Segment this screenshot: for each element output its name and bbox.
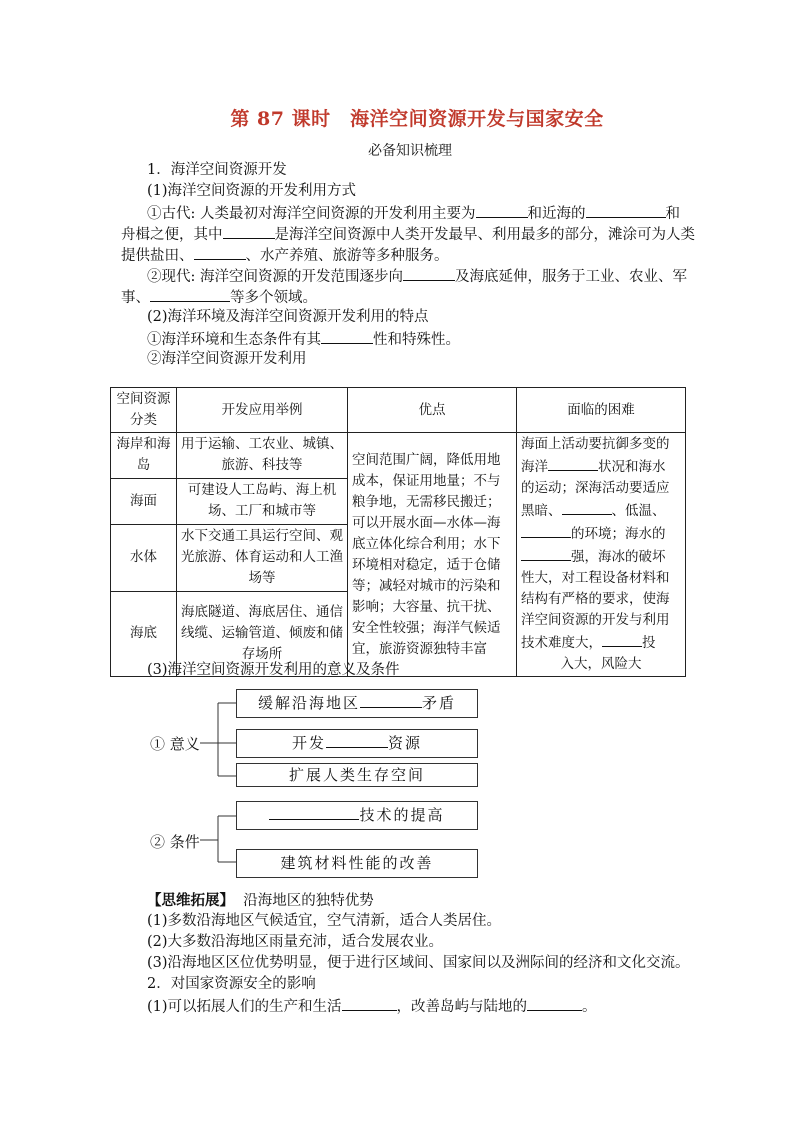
condition-bracket xyxy=(200,814,240,866)
meaning-box-2 xyxy=(236,729,478,758)
text-fragment: 舟楫之便，其中 xyxy=(121,227,223,243)
text-fragment: 提供盐田、 xyxy=(121,248,194,264)
header-difficulty: 面临的困难 xyxy=(517,388,686,433)
p2-heading: (2)海洋环境及海洋空间资源开发利用的特点 xyxy=(147,309,429,325)
text-fragment: 强，海冰的破坏 xyxy=(571,549,666,565)
text-fragment: 投 xyxy=(642,635,656,651)
text-fragment: 的环境；海水的 xyxy=(571,526,666,542)
text-fragment: 开发 xyxy=(291,734,326,752)
section2-item1 xyxy=(147,995,597,1018)
answer-blank[interactable] xyxy=(548,455,598,471)
answer-blank[interactable] xyxy=(586,202,666,218)
section1-heading: 1．海洋空间资源开发 xyxy=(147,162,287,178)
text-fragment: ②现代: 海洋空间资源的开发范围逐步向 xyxy=(147,269,403,285)
advantages-cell: 空间范围广阔，降低用地成本，保证用地量；不与粮争地，无需移民搬迁；可以开展水面—水体—海底立体化综合利用；水下环境相对稳定，适于仓储等；减轻对城市的污染和影响；大容量、抗干扰、安全性较强；海洋气候适宜，旅游资源独特丰富 xyxy=(348,433,517,677)
answer-blank[interactable] xyxy=(476,202,528,218)
text-fragment: 性大，对工程设备材料和 xyxy=(521,570,670,586)
p2-item1 xyxy=(147,328,460,351)
text-fragment: 状况和海水 xyxy=(598,459,666,475)
header-category: 空间资源分类 xyxy=(111,388,177,433)
section-subtitle: 必备知识梳理 xyxy=(368,143,452,159)
condition-label: ② 条件 xyxy=(150,833,200,851)
difficulty-line xyxy=(521,434,681,455)
text-fragment: 和 xyxy=(665,206,680,222)
text-fragment: ①古代: 人类最初对海洋空间资源的开发利用主要为 xyxy=(147,206,476,222)
text-fragment: 及海底延伸，服务于工业、农业、军 xyxy=(455,269,687,285)
row-example: 可建设人工岛屿、海上机场、工厂和城市等 xyxy=(177,478,348,524)
text-fragment: 洋空间资源的开发与利用 xyxy=(521,612,670,628)
p3-heading: (3)海洋空间资源开发利用的意义及条件 xyxy=(147,662,400,678)
meaning-bracket xyxy=(200,700,240,782)
space-resource-table xyxy=(110,387,686,677)
difficulty-line xyxy=(521,610,681,631)
meaning-box-1 xyxy=(236,689,478,718)
thinking-topic: 沿海地区的独特优势 xyxy=(243,893,374,909)
text-fragment: 。 xyxy=(582,999,597,1015)
condition-box-1 xyxy=(236,801,478,830)
text-fragment: 结构有严格的要求，使海 xyxy=(521,591,670,607)
text-fragment: 海面上活动要抗御多变的 xyxy=(521,436,670,452)
difficulty-line xyxy=(521,499,681,522)
text-fragment: 资源 xyxy=(388,734,423,752)
thinking-item: (1)多数沿海地区气候适宜，空气清新，适合人类居住。 xyxy=(147,913,502,929)
p1-ancient-line1 xyxy=(147,202,680,225)
text-fragment: 事、 xyxy=(121,290,150,306)
text-fragment: ①海洋环境和生态条件有其 xyxy=(147,332,321,348)
difficulty-line xyxy=(521,545,681,568)
row-category: 海岸和海岛 xyxy=(111,433,177,479)
difficulty-line xyxy=(521,478,681,499)
p2-item2: ②海洋空间资源开发利用 xyxy=(147,351,307,367)
text-fragment: ，改善岛屿与陆地的 xyxy=(396,999,528,1015)
text-fragment: 、水产养殖、旅游等多种服务。 xyxy=(245,248,449,264)
row-category: 海面 xyxy=(111,478,177,524)
answer-blank[interactable] xyxy=(360,692,422,708)
thinking-tag: 【思维拓展】 xyxy=(147,892,234,909)
text-fragment: 技术难度大， xyxy=(521,635,602,651)
p1-modern-line1 xyxy=(147,265,687,288)
text-fragment: 缓解沿海地区 xyxy=(257,694,360,712)
answer-blank[interactable] xyxy=(194,244,246,260)
page-title: 第 87 课时 海洋空间资源开发与国家安全 xyxy=(230,108,604,130)
text-fragment: 技术的提高 xyxy=(359,806,445,824)
difficulty-line xyxy=(521,568,681,589)
thinking-item: (2)大多数沿海地区雨量充沛，适合发展农业。 xyxy=(147,934,444,950)
header-advantage: 优点 xyxy=(348,388,517,433)
text-fragment: 和近海的 xyxy=(527,206,586,222)
difficulty-line xyxy=(521,589,681,610)
p1-ancient-line3 xyxy=(121,244,449,267)
meaning-box-3: 扩展人类生存空间 xyxy=(236,763,478,787)
difficulty-line xyxy=(521,631,681,654)
answer-blank[interactable] xyxy=(321,328,373,344)
table-row xyxy=(111,433,686,479)
answer-blank[interactable] xyxy=(562,499,612,515)
text-fragment: 入大，风险大 xyxy=(560,656,642,672)
answer-blank[interactable] xyxy=(326,732,388,748)
answer-blank[interactable] xyxy=(342,995,397,1011)
row-category: 水体 xyxy=(111,524,177,591)
answer-blank[interactable] xyxy=(521,545,571,561)
condition-box-2: 建筑材料性能的改善 xyxy=(236,849,478,878)
text-fragment: (1)可以拓展人们的生产和生活 xyxy=(147,999,342,1015)
difficulty-line xyxy=(521,654,681,675)
answer-blank[interactable] xyxy=(403,265,455,281)
text-fragment: 等多个领域。 xyxy=(230,290,317,306)
thinking-item: (3)沿海地区区位优势明显，便于进行区域间、国家间以及洲际间的经济和文化交流。 xyxy=(147,955,690,971)
thinking-heading xyxy=(147,890,374,912)
text-fragment: 、低温、 xyxy=(611,503,666,519)
p1-ancient-line2 xyxy=(121,223,695,246)
header-example: 开发应用举例 xyxy=(177,388,348,433)
row-category: 海底 xyxy=(111,591,177,676)
text-fragment: 的运动；深海活动要适应 xyxy=(521,480,670,496)
p1-heading: (1)海洋空间资源的开发利用方式 xyxy=(147,183,357,199)
answer-blank[interactable] xyxy=(527,995,582,1011)
text-fragment: 黑暗、 xyxy=(521,503,562,519)
answer-blank[interactable] xyxy=(521,522,571,538)
meaning-label: ① 意义 xyxy=(150,735,200,753)
section2-heading: 2．对国家资源安全的影响 xyxy=(147,976,316,992)
difficulties-cell xyxy=(517,433,686,677)
answer-blank[interactable] xyxy=(602,631,642,647)
text-fragment: 是海洋空间资源中人类开发最早、利用最多的部分，滩涂可为人类 xyxy=(274,227,695,243)
row-example: 海底隧道、海底居住、通信线缆、运输管道、倾废和储存场所 xyxy=(177,591,348,676)
difficulty-line xyxy=(521,455,681,478)
text-fragment: 性和特殊性。 xyxy=(373,332,460,348)
row-example: 水下交通工具运行空间、观光旅游、体育运动和人工渔场等 xyxy=(177,524,348,591)
answer-blank[interactable] xyxy=(150,286,230,302)
answer-blank[interactable] xyxy=(269,804,359,820)
answer-blank[interactable] xyxy=(223,223,275,239)
row-example: 用于运输、工农业、城镇、旅游、科技等 xyxy=(177,433,348,479)
text-fragment: 海洋 xyxy=(521,459,548,475)
text-fragment: 矛盾 xyxy=(422,694,457,712)
p1-modern-line2 xyxy=(121,286,317,309)
table-header-row xyxy=(111,388,686,433)
difficulty-line xyxy=(521,522,681,545)
